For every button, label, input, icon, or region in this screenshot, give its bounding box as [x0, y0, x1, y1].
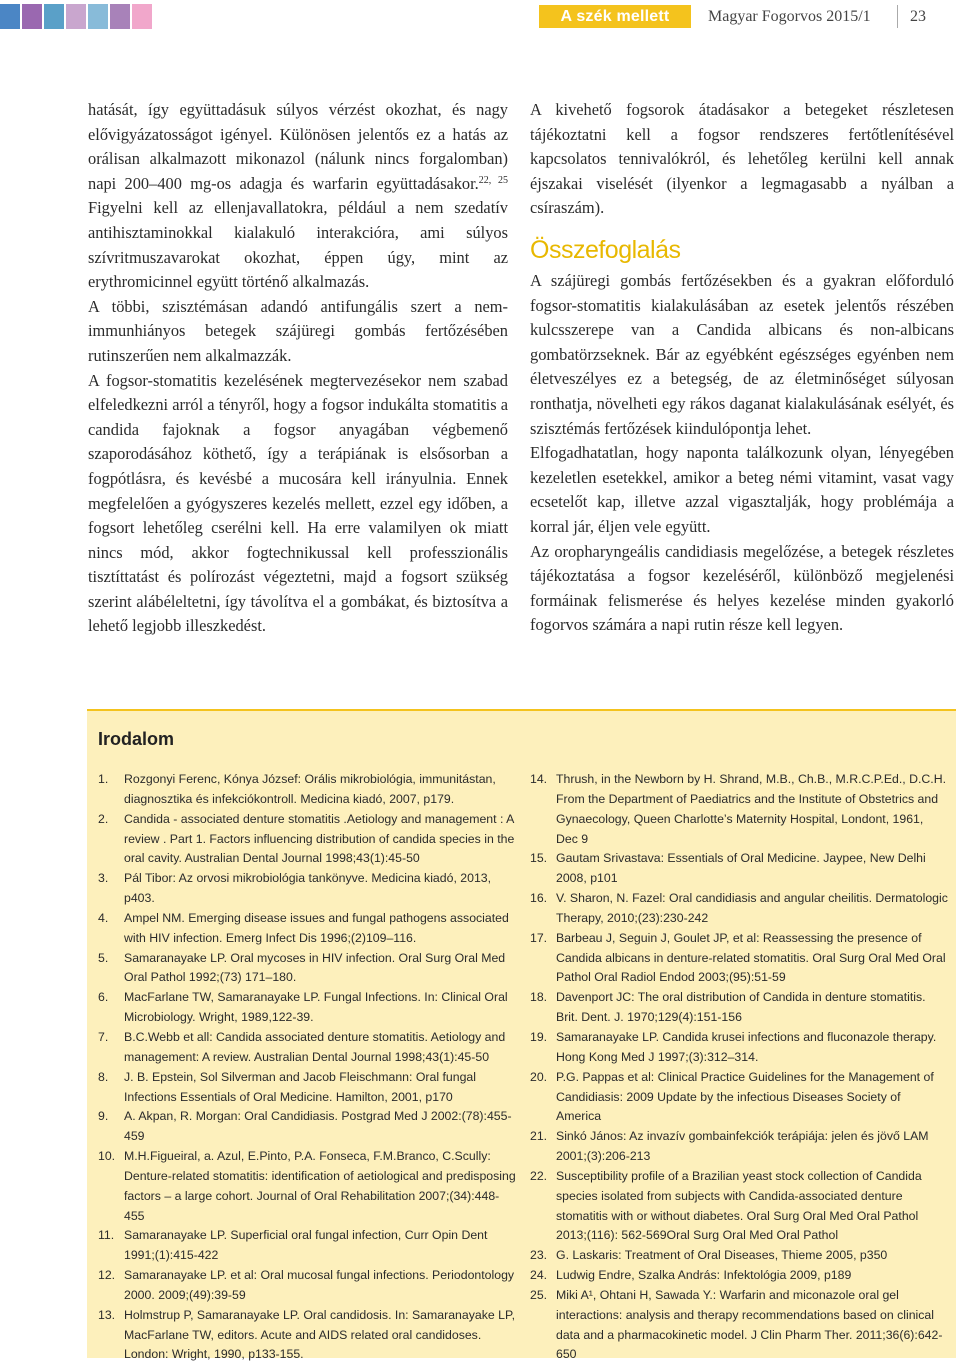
references-box — [87, 709, 956, 1362]
paragraph: Elfogadhatatlan, hogy naponta találkozunk olyan, lényegében kezeletlen esetekkel, amikor a beteg némi vitamint, vasat vagy ecsetelőt kap, illetve azzal vigasztalják, hogy problémája a korral jár, éljen vele együtt. — [530, 443, 954, 536]
reference-item — [98, 1028, 518, 1068]
reference-item — [530, 1266, 948, 1286]
reference-number: 8. — [98, 1069, 109, 1084]
reference-text: J. B. Epstein, Sol Silverman and Jacob Fleischmann: Oral fungal Infections Essentials of Oral Medicine. Hamilton, 2001, p170 — [124, 1069, 476, 1104]
reference-text: Ludwig Endre, Szalka András: Infektológia 2009, p189 — [556, 1268, 852, 1283]
reference-text: A. Akpan, R. Morgan: Oral Candidiasis. Postgrad Med J 2002:(78):455-459 — [124, 1109, 512, 1144]
citation-superscript: 22, 25 — [478, 174, 508, 186]
reference-text: G. Laskaris: Treatment of Oral Diseases, Thieme 2005, p350 — [556, 1248, 888, 1263]
reference-number: 12. — [98, 1268, 116, 1283]
reference-text: Sinkó János: Az invazív gombainfekciók terápiája: jelen és jövő LAM 2001;(3):206-213 — [556, 1129, 929, 1164]
reference-number: 2. — [98, 811, 109, 826]
reference-number: 10. — [98, 1149, 116, 1164]
reference-item — [98, 1147, 518, 1226]
reference-item — [530, 1028, 948, 1068]
reference-item — [530, 1068, 948, 1128]
reference-number: 23. — [530, 1248, 548, 1263]
reference-text: Samaranayake LP. Oral mycoses in HIV infection. Oral Surg Oral Med Oral Pathol 1992;(73) 171–180. — [124, 950, 506, 985]
header-stripe — [110, 4, 130, 29]
reference-text: Pál Tibor: Az orvosi mikrobiológia tankönyve. Medicina kiadó, 2013, p403. — [124, 871, 492, 906]
reference-item — [98, 810, 518, 870]
reference-item — [530, 849, 948, 889]
reference-number: 1. — [98, 772, 109, 786]
reference-text: Miki A¹, Ohtani H, Sawada Y.: Warfarin and miconazole oral gel interactions: analysis and therapy recommendations based on clinical data and a pharmacokinetic model. J Clin Pharm Ther. 2011;36(6):642-650 — [556, 1287, 943, 1362]
section-heading: Összefoglalás — [530, 235, 681, 264]
reference-number: 3. — [98, 871, 109, 886]
header-stripe — [44, 4, 64, 29]
journal-title: Magyar Fogorvos 2015/1 — [708, 8, 871, 25]
reference-number: 16. — [530, 891, 548, 906]
reference-text: Samaranayake LP. Candida krusei infections and fluconazole therapy. Hong Kong Med J 1997;(3):312–314. — [556, 1029, 937, 1064]
reference-item — [98, 949, 518, 989]
reference-text: Thrush, in the Newborn by H. Shrand, M.B., Ch.B., M.R.C.P.Ed., D.C.H. From the Department of Paediatrics and the Institute of Obstetrics and Gynaecology, Queen Charlotte’s Maternity Hospital, Londont, 1961, Dec 9 — [556, 772, 946, 846]
reference-item — [98, 1068, 518, 1108]
references-title: Irodalom — [98, 729, 175, 749]
reference-item — [530, 889, 948, 929]
reference-item — [98, 1107, 518, 1147]
reference-number: 13. — [98, 1307, 116, 1322]
reference-text: Samaranayake LP. Superficial oral fungal infection, Curr Opin Dent 1991;(1):415-422 — [124, 1228, 488, 1263]
reference-item — [98, 770, 518, 810]
reference-number: 18. — [530, 990, 548, 1005]
reference-text: Candida - associated denture stomatitis .Aetiology and management : A review . Part 1. Factors influencing distribution of candida species in the oral cavity. Australian Dental Journal 1998;43(1):45-50 — [124, 811, 515, 866]
reference-text: Rozgonyi Ferenc, Kónya József: Orális mikrobiológia, immunitástan, diagnosztika és infekciókontroll. Medicina kiadó, 2007, p179. — [124, 772, 496, 806]
paragraph: A fogsor-stomatitis kezelésének megtervezésekor nem szabad elfeledkezni arról a tényről, hogy a fogsor indukálta stomatitis a candida fajoknak a fogsor anyagában végbemenő szaporodásához köthető, így a terápiának is elsősorban a fogpótlásra, és kevésbé a mucosára kell irányulnia. Ennek megfelelően a gyógyszeres kezelés mellett, ezzel egy időben, a fogsort lehetőleg cserélni kell. Ha erre valamilyen ok miatt nincs mód, akkor fogtechnikussal kell professzionális tisztíttatást és polírozást végeztetni, majd a fogsort szükség szerint alábéleltetni, így távolítva el a gombákat, és biztosítva a lehető legjobb illeszkedést. — [88, 370, 508, 636]
reference-number: 5. — [98, 950, 109, 965]
reference-item — [98, 1266, 518, 1306]
header-color-stripes — [0, 4, 154, 29]
reference-item — [98, 909, 518, 949]
body-column-right — [530, 98, 954, 638]
reference-item — [530, 1286, 948, 1365]
reference-text: Barbeau J, Seguin J, Goulet JP, et al: Reassessing the presence of Candida albicans in denture-related stomatitis. Oral Surg Oral Med Oral Pathol Oral Radiol Endod 2003;(95):51-59 — [556, 930, 946, 985]
reference-item — [530, 1127, 948, 1167]
reference-number: 14. — [530, 772, 548, 786]
body-column-left — [88, 98, 508, 639]
header-stripe — [66, 4, 86, 29]
reference-number: 20. — [530, 1069, 548, 1084]
reference-number: 6. — [98, 990, 109, 1005]
reference-text: Susceptibility profile of a Brazilian yeast stock collection of Candida species isolated from subjects with Candida-associated denture stomatitis with or without diabetes. Oral Surg Oral Med Oral Pathol 2013;(116): 562-569Oral Surg Oral Med Oral Pathol — [556, 1168, 922, 1243]
header-stripe — [0, 4, 20, 29]
reference-item — [98, 1226, 518, 1266]
reference-text: P.G. Pappas et al: Clinical Practice Guidelines for the Management of Candidiasis: 2009 Update by the infectious Diseases Society of America — [556, 1069, 934, 1124]
reference-text: B.C.Webb et all: Candida associated denture stomatitis. Aetiology and management: A review. Australian Dental Journal 1998;43(1):45-50 — [124, 1029, 506, 1064]
reference-item — [530, 1246, 948, 1266]
reference-text: Davenport JC: The oral distribution of Candida in denture stomatitis. Brit. Dent. J. 1970;129(4):151-156 — [556, 990, 926, 1025]
reference-number: 11. — [98, 1228, 115, 1243]
header-stripe — [132, 4, 152, 29]
reference-number: 17. — [530, 930, 548, 945]
reference-text: Gautam Srivastava: Essentials of Oral Medicine. Jaypee, New Delhi 2008, p101 — [556, 851, 926, 886]
reference-text: Ampel NM. Emerging disease issues and fungal pathogens associated with HIV infection. Emerg Infect Dis 1996;(2)109–116. — [124, 910, 509, 945]
paragraph: A szájüregi gombás fertőzésekben és a gyakran előforduló fogsor-stomatitis kialakulásában az esetek jelentős részében kulcsszerepe van a Candida albicans és non-albicans gombatörzseknek. Bár az egyébként egészséges egyénben nem életveszélyes ez a betegség, de az életminőséget súlyosan ronthatja, növelheti egy rákos daganat kialakulásának esélyét, és szisztémás fertőzések kiindulópontja lehet. — [530, 270, 954, 438]
reference-number: 21. — [530, 1129, 548, 1144]
page-number: 23 — [910, 8, 926, 25]
reference-text: Holmstrup P, Samaranayake LP. Oral candidosis. In: Samaranayake LP, MacFarlane TW, editors. Acute and AIDS related oral candidoses. London: Wright, 1990, p133-155. — [124, 1307, 515, 1362]
reference-text: M.H.Figueiral, a. Azul, E.Pinto, P.A. Fonseca, F.M.Branco, C.Scully: Denture-related stomatitis: identification of aetiological and predisposing factors – a large cohort. Journal of Oral Rehabilitation 2007;(34):448-455 — [124, 1149, 516, 1223]
reference-item — [98, 869, 518, 909]
reference-number: 22. — [530, 1168, 548, 1183]
reference-text: MacFarlane TW, Samaranayake LP. Fungal Infections. In: Clinical Oral Microbiology. Wright, 1989,122-39. — [124, 990, 508, 1025]
reference-number: 4. — [98, 910, 109, 925]
reference-text: Samaranayake LP. et al: Oral mucosal fungal infections. Periodontology 2000. 2009;(49):39-59 — [124, 1268, 515, 1302]
paragraph-text: hatását, így együttadásuk súlyos vérzést okozhat, és nagy elővigyázatosságot igényel. Különösen jelentős ez a hatás az orálisan alkalmazott mikonazol (nálunk nincs forgalomban) napi 200–400 mg-os adagja és warfarin együttadásakor. — [88, 100, 508, 193]
reference-number: 24. — [530, 1268, 548, 1283]
paragraph: A többi, szisztémásan adandó antifungális szert a nem-immunhiányos betegek szájüregi gombás fertőzésében rutinszerűen nem alkalmazzák. — [88, 296, 508, 365]
header-stripe — [88, 4, 108, 29]
reference-item — [98, 988, 518, 1028]
reference-text: V. Sharon, N. Fazel: Oral candidiasis and angular cheilitis. Dermatologic Therapy, 2010;(23):230-242 — [556, 891, 948, 925]
paragraph: A kivehető fogsorok átadásakor a betegeket részletesen tájékoztatni kell a fogsor rendszeres fertőtlenítésével kapcsolatos tennivalókról, és lehetőleg kerülni kell annak éjszakai viselését (ilyenkor a legmagasabb a nyálban a csíraszám). — [530, 100, 954, 218]
section-tag: A szék mellett — [539, 5, 691, 28]
reference-item — [98, 1306, 518, 1365]
paragraph: Az oropharyngeális candidiasis megelőzése, a betegek részletes tájékoztatása a fogsor kezeléséről, különböző megjelenési formáinak felismerése és helyes kezelése minden gyakorló fogorvos számára a napi rutin része kell legyen. — [530, 541, 954, 635]
reference-number: 15. — [530, 851, 548, 866]
reference-number: 25. — [530, 1287, 548, 1302]
reference-item — [530, 988, 948, 1028]
header-divider — [897, 5, 898, 28]
references-list-right — [530, 770, 948, 1365]
reference-item — [530, 1167, 948, 1246]
reference-item — [530, 770, 948, 849]
references-list-left — [98, 770, 518, 1365]
reference-item — [530, 929, 948, 989]
paragraph-text: Figyelni kell az ellenjavallatokra, például a nem szedatív antihisztaminokkal kialakuló interakcióra, ami súlyos szívritmuszavarokat okozhat, éppen úgy, mint az erythromicinnel együtt történő alkalmazás. — [88, 198, 508, 292]
reference-number: 7. — [98, 1029, 109, 1044]
reference-number: 9. — [98, 1109, 109, 1124]
paragraph — [88, 98, 508, 295]
reference-number: 19. — [530, 1029, 548, 1044]
header-stripe — [22, 4, 42, 29]
